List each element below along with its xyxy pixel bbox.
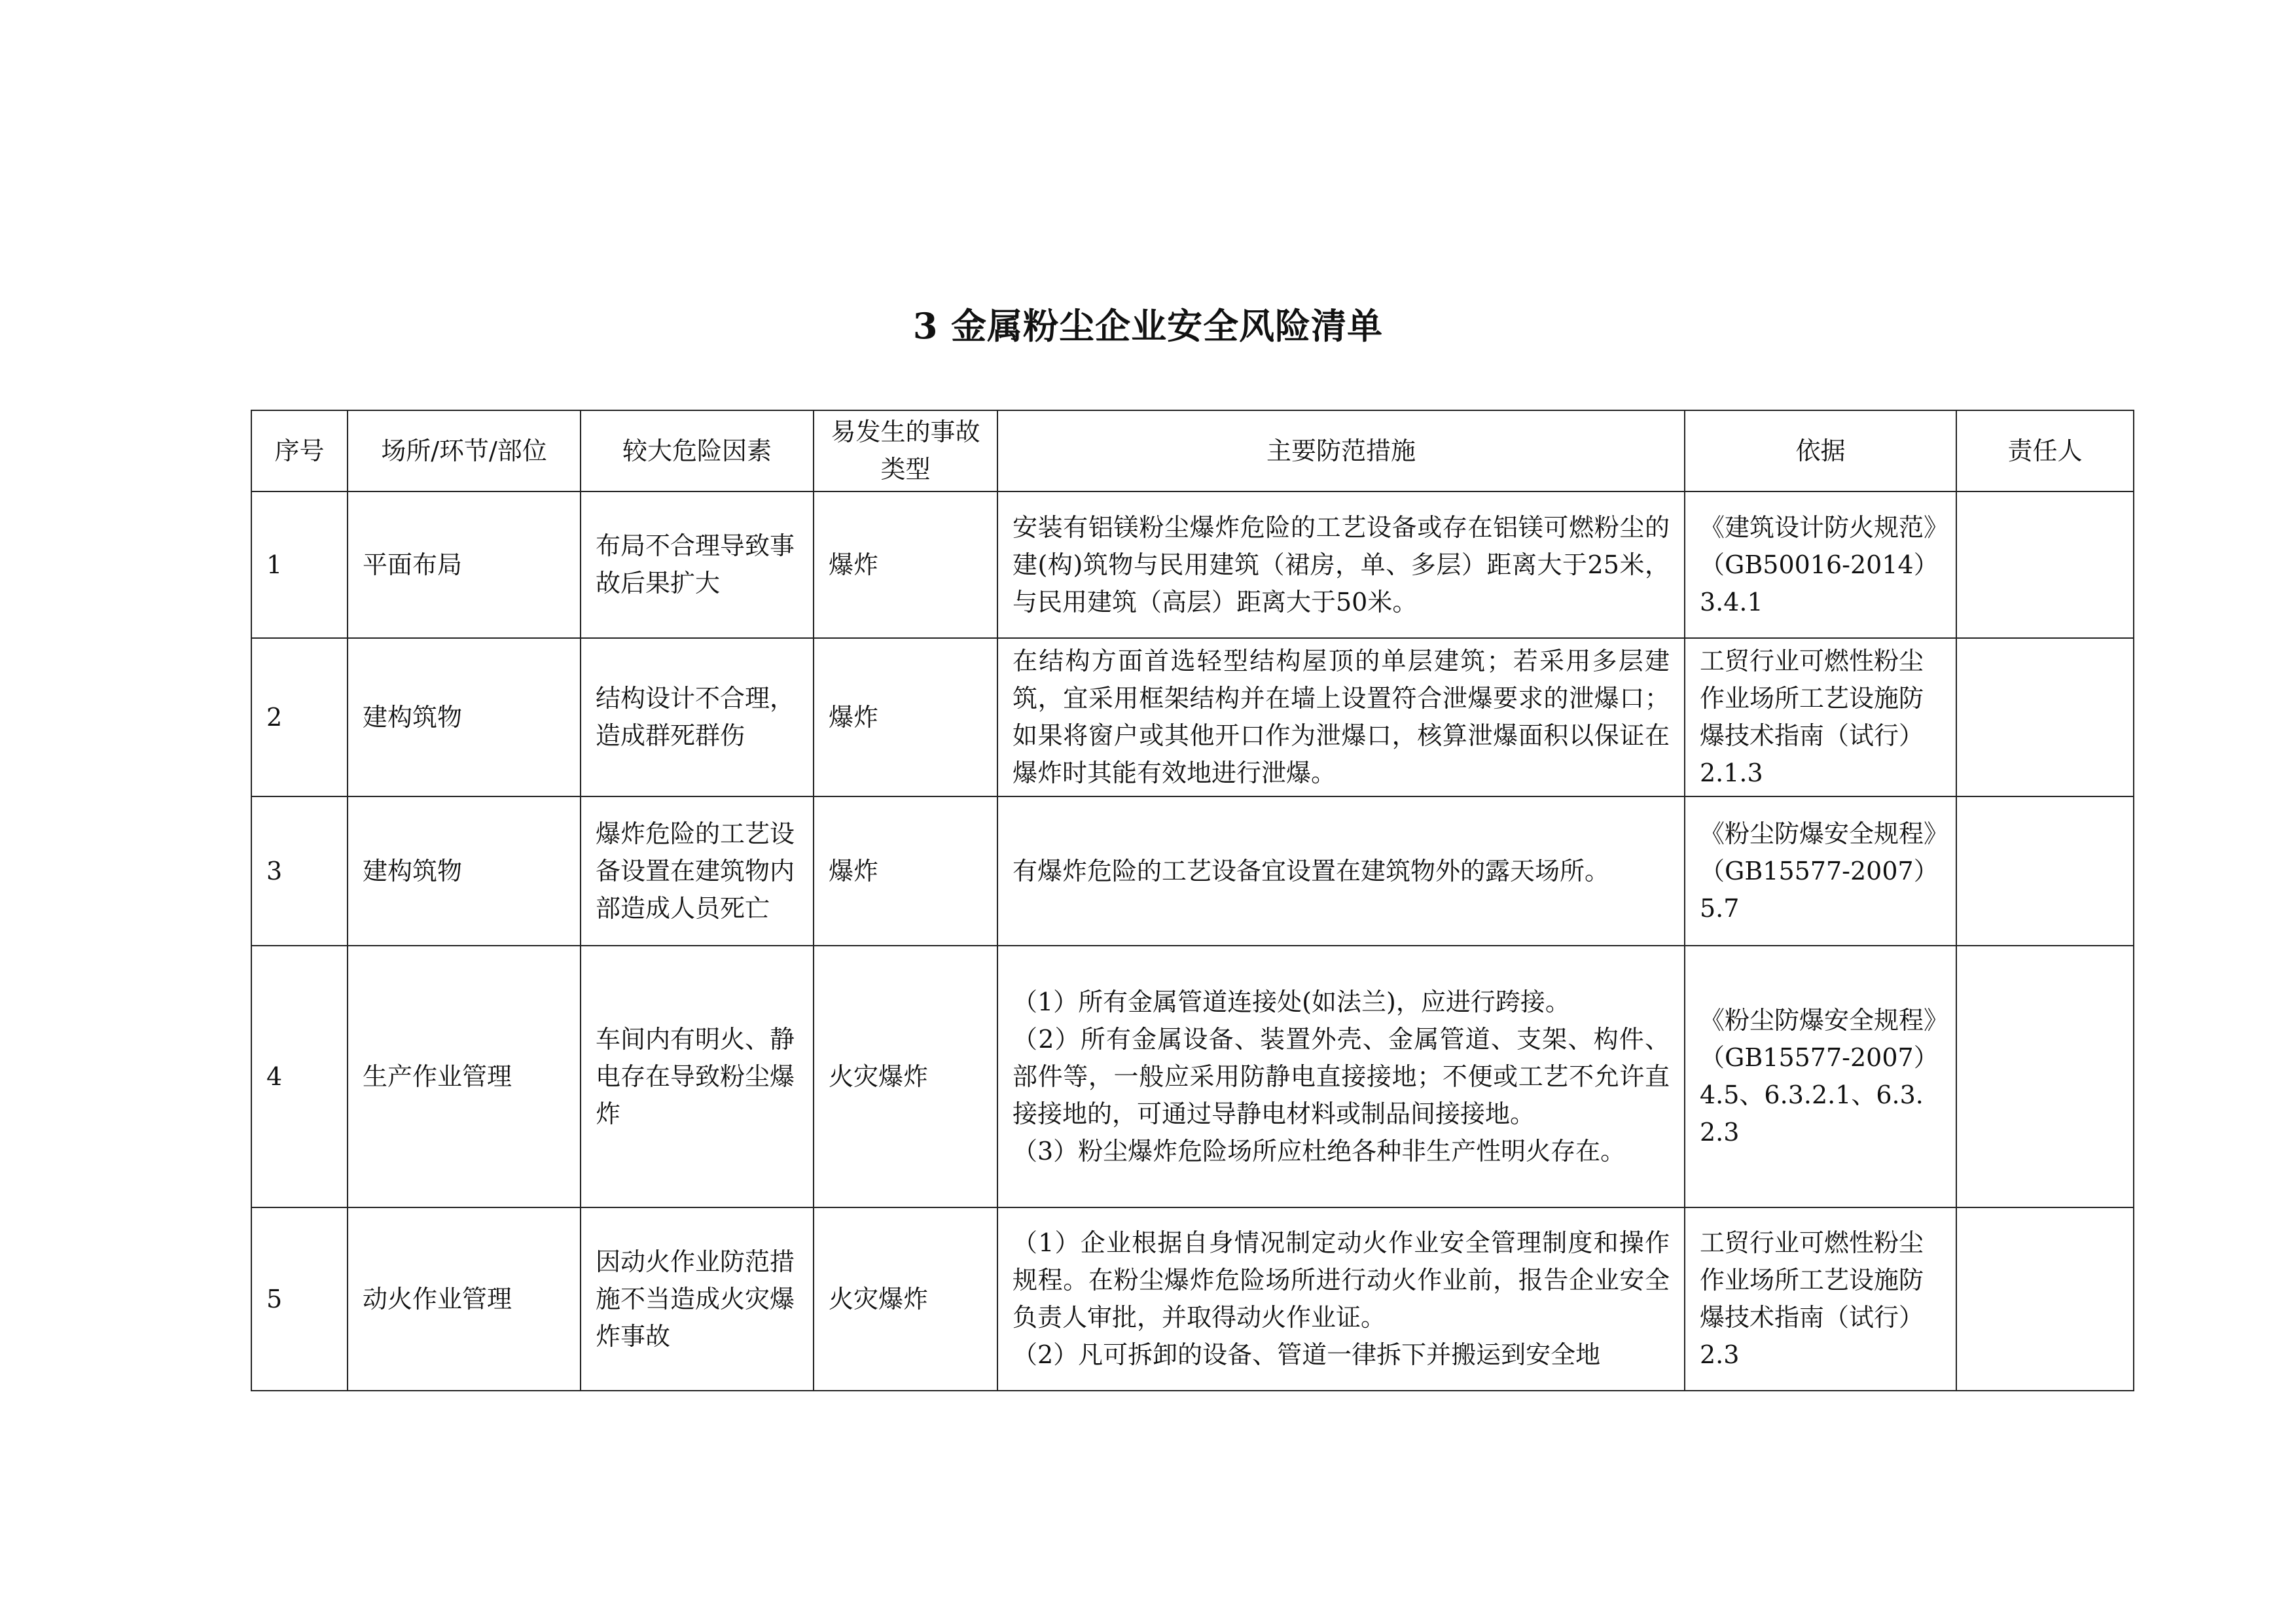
header-accident-type: 易发生的事故类型 [814,410,997,491]
cell-location: 建构筑物 [348,638,581,796]
basis-line: 工贸行业可燃性粉尘作业场所工艺设施防爆技术指南（试行） [1700,1228,1924,1332]
header-measures: 主要防范措施 [997,410,1685,491]
cell-accident-type: 爆炸 [814,638,997,796]
cell-accident-type: 爆炸 [814,491,997,638]
cell-measures [997,796,1685,946]
measure-text: （2）凡可拆卸的设备、管道一律拆下并搬运到安全地 [1013,1340,1601,1369]
cell-no: 1 [251,491,348,638]
cell-location: 动火作业管理 [348,1207,581,1391]
cell-hazard: 车间内有明火、静电存在导致粉尘爆炸 [581,946,814,1207]
header-responsible: 责任人 [1956,410,2134,491]
cell-responsible [1956,946,2134,1207]
measure-text: （1）所有金属管道连接处(如法兰)，应进行跨接。 [1013,987,1570,1016]
cell-no: 4 [251,946,348,1207]
table-row [251,1207,2134,1391]
cell-hazard: 结构设计不合理，造成群死群伤 [581,638,814,796]
cell-basis [1685,796,1956,946]
cell-responsible [1956,1207,2134,1391]
basis-line: （GB15577-2007） [1700,856,1939,885]
cell-basis [1685,638,1956,796]
basis-line: （GB50016-2014） [1700,550,1939,579]
measure-text: （2）所有金属设备、装置外壳、金属管道、支架、构件、部件等，一般应采用防静电直接接地；不便或工艺不允许直接接地的，可通过导静电材料或制品间接接地。 [1013,1024,1670,1128]
table-row [251,796,2134,946]
header-hazard: 较大危险因素 [581,410,814,491]
cell-basis [1685,946,1956,1207]
basis-line: （GB15577-2007） [1700,1043,1939,1072]
cell-hazard: 爆炸危险的工艺设备设置在建筑物内部造成人员死亡 [581,796,814,946]
page-title: 3 金属粉尘企业安全风险清单 [912,305,1384,347]
cell-no: 3 [251,796,348,946]
measure-text: 有爆炸危险的工艺设备宜设置在建筑物外的露天场所。 [1013,856,1610,885]
basis-line: 《粉尘防爆安全规程》 [1700,819,1949,848]
header-no: 序号 [251,410,348,491]
measure-text: 安装有铝镁粉尘爆炸危险的工艺设备或存在铝镁可燃粉尘的建(构)筑物与民用建筑（裙房，单、多层）距离大于25米，与民用建筑（高层）距离大于50米。 [1013,512,1670,616]
header-location: 场所/环节/部位 [348,410,581,491]
cell-responsible [1956,638,2134,796]
basis-line: 3.4.1 [1700,587,1763,616]
cell-measures [997,638,1685,796]
measure-text: （1）企业根据自身情况制定动火作业安全管理制度和操作规程。在粉尘爆炸危险场所进行动火作业前，报告企业安全负责人审批，并取得动火作业证。 [1013,1228,1670,1332]
measure-text: （3）粉尘爆炸危险场所应杜绝各种非生产性明火存在。 [1013,1136,1626,1166]
table-row [251,638,2134,796]
cell-hazard: 因动火作业防范措施不当造成火灾爆炸事故 [581,1207,814,1391]
basis-line: 《建筑设计防火规范》 [1700,512,1949,542]
basis-line: 2.3 [1700,1340,1740,1369]
cell-responsible [1956,796,2134,946]
risk-table [251,410,2134,1391]
cell-hazard: 布局不合理导致事故后果扩大 [581,491,814,638]
cell-accident-type: 火灾爆炸 [814,1207,997,1391]
cell-measures [997,1207,1685,1391]
cell-measures [997,946,1685,1207]
cell-measures [997,491,1685,638]
basis-line: 工贸行业可燃性粉尘作业场所工艺设施防爆技术指南（试行）2.1.3 [1700,647,1924,787]
cell-accident-type: 爆炸 [814,796,997,946]
basis-line: 《粉尘防爆安全规程》 [1700,1006,1949,1035]
cell-basis [1685,1207,1956,1391]
table-row [251,491,2134,638]
cell-location: 平面布局 [348,491,581,638]
cell-location: 生产作业管理 [348,946,581,1207]
cell-location: 建构筑物 [348,796,581,946]
cell-accident-type: 火灾爆炸 [814,946,997,1207]
header-basis: 依据 [1685,410,1956,491]
table-row [251,946,2134,1207]
basis-line: 5.7 [1700,893,1740,923]
cell-no: 2 [251,638,348,796]
cell-no: 5 [251,1207,348,1391]
table-header-row [251,410,2134,491]
basis-line: 4.5、6.3.2.1、6.3.2.3 [1700,1080,1924,1147]
cell-responsible [1956,491,2134,638]
measure-text: 在结构方面首选轻型结构屋顶的单层建筑；若采用多层建筑，宜采用框架结构并在墙上设置符合泄爆要求的泄爆口；如果将窗户或其他开口作为泄爆口，核算泄爆面积以保证在爆炸时其能有效地进行泄爆。 [1013,647,1670,787]
cell-basis [1685,491,1956,638]
